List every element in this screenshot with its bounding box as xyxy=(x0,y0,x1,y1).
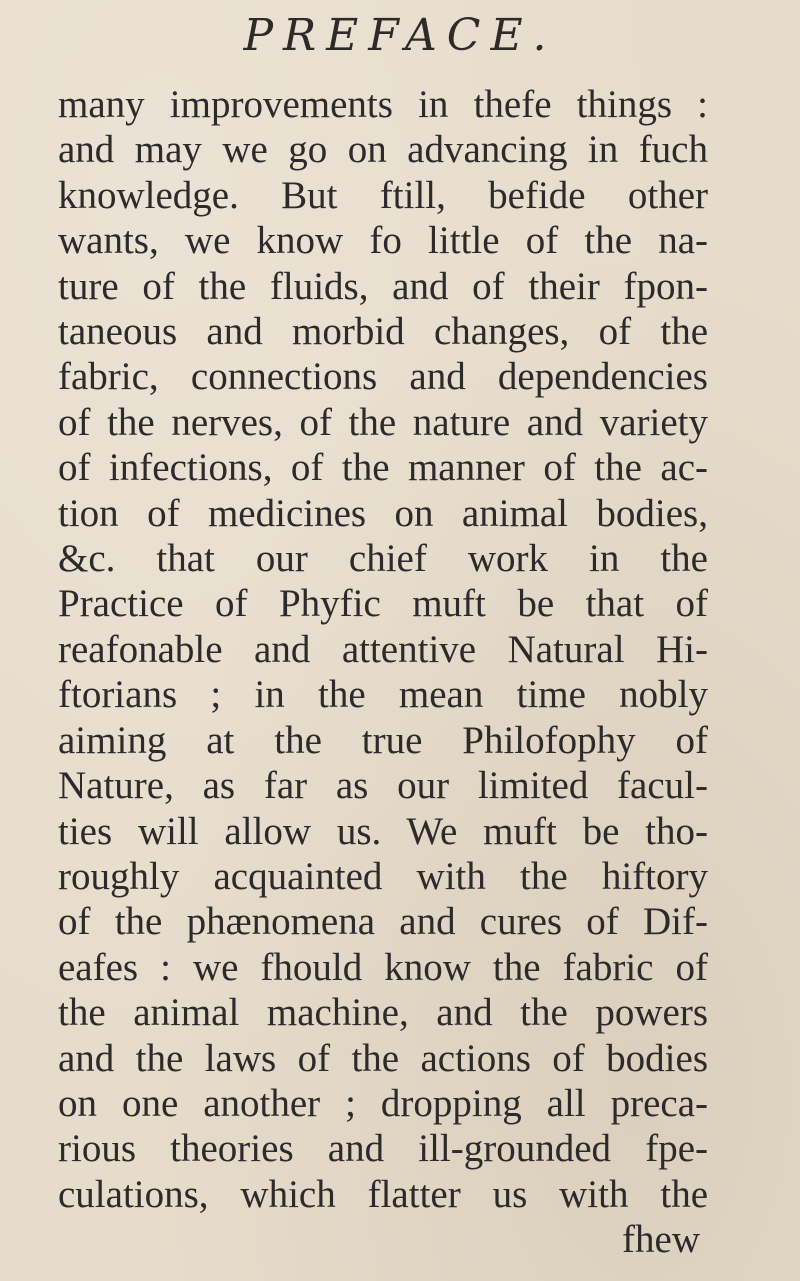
text-line: aiming at the true Philofophy of xyxy=(58,718,708,762)
text-line: ture of the fluids, and of their fpon- xyxy=(58,264,708,308)
text-line: and may we go on advancing in fuch xyxy=(58,128,708,172)
text-line: many improvements in thefe things : xyxy=(58,83,708,126)
text-line: of the phænomena and cures of Dif- xyxy=(58,900,708,944)
text-line: knowledge. But ftill, befide other xyxy=(58,173,708,217)
text-line: wants, we know fo little of the na- xyxy=(58,219,708,263)
text-line: and the laws of the actions of bodies xyxy=(58,1036,708,1080)
text-line: Nature, as far as our limited facul- xyxy=(58,764,708,808)
text-line: on one another ; dropping all preca- xyxy=(58,1081,708,1125)
running-head: PREFACE. xyxy=(243,10,557,61)
text-line: the animal machine, and the powers xyxy=(58,991,708,1035)
text-line: ftorians ; in the mean time nobly xyxy=(58,673,708,717)
text-line: eafes : we fhould know the fabric of xyxy=(58,945,708,989)
text-line: reafonable and attentive Natural Hi- xyxy=(58,627,708,671)
text-line: &c. that our chief work in the xyxy=(58,537,708,581)
body-text xyxy=(58,82,708,1263)
text-line: of the nerves, of the nature and variety xyxy=(58,400,708,444)
text-line: rious theories and ill-grounded fpe- xyxy=(58,1127,708,1171)
text-line: roughly acquainted with the hiftory xyxy=(58,854,708,898)
text-line: culations, which flatter us with the xyxy=(58,1172,708,1216)
text-line: Practice of Phyfic muft be that of xyxy=(58,582,708,626)
text-line: ties will allow us. We muft be tho- xyxy=(58,809,708,853)
text-line: of infections, of the manner of the ac- xyxy=(58,446,708,490)
catchword: fhew xyxy=(622,1218,700,1262)
text-line: taneous and morbid changes, of the xyxy=(58,310,708,354)
text-line: fabric, connections and dependencies xyxy=(58,355,708,399)
text-line: tion of medicines on animal bodies, xyxy=(58,491,708,535)
